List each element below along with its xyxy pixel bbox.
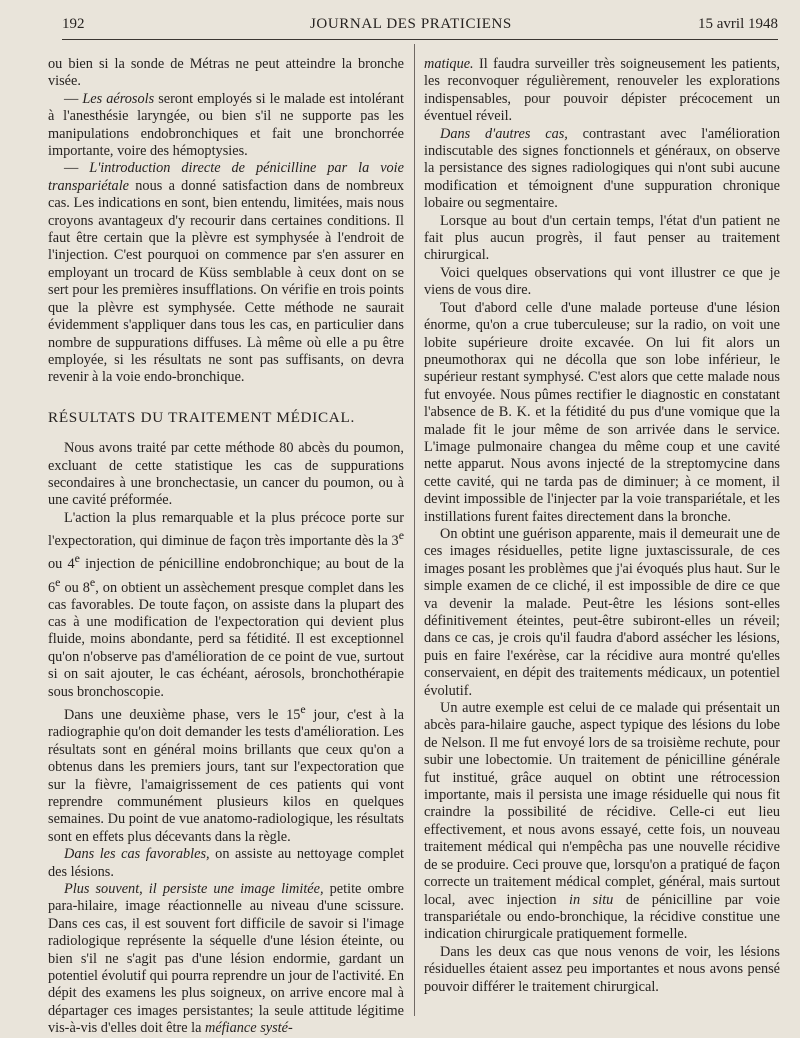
paragraph-text: Dans une deuxième phase, vers le 15 xyxy=(64,706,301,723)
paragraph xyxy=(424,700,780,944)
paragraph xyxy=(48,846,404,881)
right-column xyxy=(424,56,780,996)
journal-title: JOURNAL DES PRATICIENS xyxy=(310,16,512,32)
paragraph-text: de pénicilline par voie transpariétale ou endo-bronchique, la récidive constitue une indication chirurgicale pratiquement formelle. xyxy=(424,891,780,943)
paragraph-text: Un autre exemple est celui de ce malade qui présentait un abcès para-hilaire gauche, aspect typique des lésions du lobe de Nelson. Il me fut envoyé lors de sa troisième rechute, pour subir une lobectomie. Un traitement de pénicilline générale fut institué, grâce auquel on obtint une rétrocession importante, mais il persista une image résiduelle qui nous fit craindre la possibilité de récidive. Celle-ci eut lieu effectivement, et nous avons essayé, cette fois, un nouveau traitement médical qui n'empêcha pas une nouvelle récidive de se produire. Ceci prouve que, lorsqu'on a pratiqué de façon correcte un traitement médical complet, général, mais surtout local, avec injection xyxy=(424,700,780,908)
paragraph-text: petite ombre para-hilaire, image réactionnelle au niveau d'une scissure. Dans ces cas, il est souvent fort difficile de savoir si l'image radiologique représente la séquelle d'une lésion éteinte, ou bien s'il ne s'agit pas d'une lésion endormie, gardant un potentiel évolutif qui pourra reprendre un jour de l'activité. En dépit des examens les plus soigneux, on arrive encore mal à départager ces images persistantes; la seule attitude légitime vis-à-vis d'elles doit être la xyxy=(48,880,404,1037)
paragraph: ou bien si la sonde de Métras ne peut atteindre la bronche visée. xyxy=(48,56,404,90)
paragraph-text: nous a donné satisfaction dans de nombreux cas. Les indications en sont, bien entendu, limitées, mais nous croyons avantageux d'y recourir dans certaines conditions. Il faut être certain que la plèvre est symphysée à l'endroit de l'injection. C'est pourquoi on commence par s'en assurer en employant un trocard de Küss semblable à ceux dont on se sert pour les premières insufflations. On vérifie en trois points que la plèvre est symphysée. Cette méthode ne saurait évidemment s'appliquer dans tous les cas, en particulier dans nombre de suppurations diffuses. Là même où elle a pu être employée, si les résultats ne sont pas suffisants, on devra revenir à la voie endo-bronchique. xyxy=(48,177,404,386)
paragraph xyxy=(48,91,404,161)
paragraph-text: ou 4 xyxy=(48,556,75,573)
header-rule xyxy=(62,39,778,40)
section-heading: RÉSULTATS DU TRAITEMENT MÉDICAL. xyxy=(48,408,355,426)
issue-date: 15 avril 1948 xyxy=(698,16,778,32)
paragraph-text: injection de pénicilline endobronchique; au bout de la 6 xyxy=(48,556,404,596)
superscript: e xyxy=(74,551,80,566)
emphasis: Les aérosols xyxy=(82,90,155,107)
paragraph: Tout d'abord celle d'une malade porteuse d'une lésion énorme, qu'on a crue tuberculeuse; sur la radio, on voit une lobite supérieure droite excavée. On lui fit alors un pneumothorax qui ne décolla que son lobe inférieur, le supérieur restant symphysé. C'est alors que cette malade nous fut envoyée. Nous pûmes rectifier le diagnostic en constatant l'absence de B. K. et la fétidité du pus d'une vomique que la malade fit le jour même de son arrivée dans le service. L'image pulmonaire changea du même coup et une cavité nette apparut. Nous avons injecté de la streptomycine dans cette cavité, qui ne tarda pas de diminuer; à ce moment, il devint impossible de l'injecter par la voie transpariétale, et les instillations furent faites directement dans la bronche. xyxy=(424,299,780,525)
paragraph-text: ou 8 xyxy=(60,579,90,596)
emphasis: Dans les cas favorables, xyxy=(64,846,210,863)
superscript: e xyxy=(55,574,61,589)
page-number: 192 xyxy=(62,16,85,32)
emphasis: L'introduction directe de pénicilline par la voie transpariétale xyxy=(48,160,405,194)
paragraph-text: on assiste au nettoyage complet des lésions. xyxy=(48,846,405,880)
paragraph-text: L'action la plus remarquable et la plus précoce porte sur l'expectoration, qui diminue de façon très importante dès la 3 xyxy=(48,509,404,549)
emphasis: Plus souvent, il persiste une image limitée, xyxy=(64,880,324,897)
running-header xyxy=(62,12,778,38)
paragraph: Nous avons traité par cette méthode 80 abcès du poumon, excluant de cette statistique les cas de suppurations secondaires à une bronchectasie, un cancer du poumon, ou à une cavité préformée. xyxy=(48,440,404,509)
dash: — xyxy=(64,160,90,177)
paragraph xyxy=(48,701,404,846)
paragraph-text: contrastant avec l'amélioration indiscutable des signes fonctionnels et généraux, on observe la persistance des signes radiologiques qui n'ont subi aucune modification et témoignent d'une suppuration chronique lobaire ou segmentaire. xyxy=(424,125,780,212)
paragraph xyxy=(424,126,780,213)
dash: — xyxy=(64,90,83,107)
superscript: e xyxy=(300,702,306,717)
superscript: e xyxy=(89,574,96,589)
paragraph-text: seront employés si le malade est intolérant à l'anesthésie laryngée, ou bien s'il ne supporte pas les manipulations endobronchiques et fait une bronchorrée importante, voire des hémoptysies. xyxy=(48,90,404,160)
emphasis: in situ xyxy=(569,891,614,908)
paragraph: Lorsque au bout d'un certain temps, l'état d'un patient ne fait plus aucun progrès, il faut penser au traitement chirurgical. xyxy=(424,212,780,264)
emphasis: matique. xyxy=(424,56,474,72)
column-divider xyxy=(414,44,415,1016)
paragraph: Dans les deux cas que nous venons de voir, les lésions résiduelles étaient assez peu importantes et nous avons pensé pouvoir différer le traitement chirurgical. xyxy=(424,943,780,995)
paragraph: Voici quelques observations qui vont illustrer ce que je viens de vous dire. xyxy=(424,264,780,299)
left-column xyxy=(48,56,404,1038)
paragraph-text: , on obtient un assèchement presque complet dans les cas favorables. De toute façon, on assiste dans la plupart des cas à une modification de l'expectoration qui devient plus fluide, moins abondante, perd sa fétidité. Il est exceptionnel qu'on n'observe pas d'amélioration de ce point de vue, surtout si on sait ajouter, le cas échéant, aérosols, bronchothérapie sous bronchoscopie. xyxy=(48,579,404,700)
paragraph-text: Il faudra surveiller très soigneusement les patients, les reconvoquer régulièrement, renouveler les explorations indispensables, pour pouvoir dépister précocement un éventuel réveil. xyxy=(424,56,780,125)
paragraph xyxy=(48,881,404,1038)
paragraph-text: jour, c'est à la radiographie qu'on doit demander les tests d'amélioration. Les résultats sont en général moins brillants que ceux qu'on a obtenus dans les premiers jours, tant sur l'expectoration que sur la fièvre, l'amaigrissement de ces patients qui vont reprendre communément plusieurs kilos en quelques semaines. Du point de vue anatomo-radiologique, les résultats sont en effets plus décevants dans la règle. xyxy=(48,706,405,845)
paragraph xyxy=(48,160,404,386)
paragraph: On obtint une guérison apparente, mais il demeurait une de ces images résiduelles, petite ligne juxtascissurale, de ces images posant les problèmes que j'ai évoqués plus haut. Sur le simple examen de ce cliché, il est impossible de dire ce que va devenir la malade. Peut-être les lésions sont-elles définitivement éteintes, peut-être subiront-elles un réveil; dans ce cas, je crois qu'il faudra d'abord assécher les lésions, puis en faire l'exérèse, car la récidive aura montré qu'elles conservaient, en dépit des traitements médicaux, un potentiel évolutif. xyxy=(424,525,780,699)
paragraph xyxy=(48,510,404,701)
superscript: e xyxy=(398,528,404,543)
emphasis: Dans d'autres cas, xyxy=(440,125,568,142)
emphasis: méfiance systé- xyxy=(205,1020,293,1037)
paragraph xyxy=(424,56,780,126)
